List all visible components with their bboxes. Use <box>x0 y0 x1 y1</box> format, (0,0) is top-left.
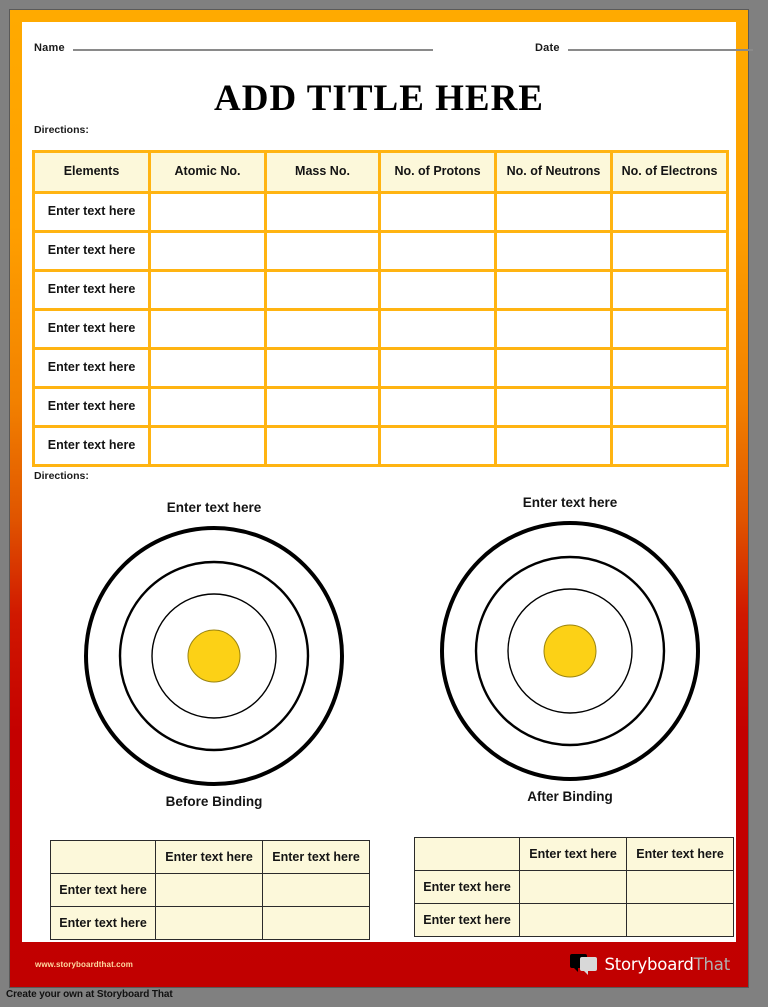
cell-atomic-no[interactable] <box>150 232 266 271</box>
column-header-mass-no[interactable]: Mass No. <box>266 152 380 193</box>
cell-body[interactable] <box>627 871 734 904</box>
directions-label-top[interactable]: Directions: <box>34 124 89 136</box>
atom-after-rings <box>420 517 720 785</box>
table-row <box>415 871 734 904</box>
cell-mass-no[interactable] <box>266 310 380 349</box>
cell-mass-no[interactable] <box>266 427 380 466</box>
summary-table-before <box>50 840 370 940</box>
table-row <box>34 388 728 427</box>
name-label: Name <box>34 42 65 54</box>
cell-body[interactable] <box>156 907 263 940</box>
column-header-no-of-neutrons[interactable]: No. of Neutrons <box>496 152 612 193</box>
table-row <box>415 838 734 871</box>
table-row <box>51 907 370 940</box>
cell-element[interactable]: Enter text here <box>34 271 150 310</box>
cell-body[interactable] <box>263 907 370 940</box>
worksheet-sheet <box>22 22 736 942</box>
cell-neutrons[interactable] <box>496 232 612 271</box>
cell-electrons[interactable] <box>612 271 728 310</box>
cell-electrons[interactable] <box>612 193 728 232</box>
cell-row-header-1[interactable]: Enter text here <box>415 871 520 904</box>
cell-body[interactable] <box>520 904 627 937</box>
cell-atomic-no[interactable] <box>150 349 266 388</box>
cell-atomic-no[interactable] <box>150 427 266 466</box>
cell-protons[interactable] <box>380 232 496 271</box>
cell-corner[interactable] <box>51 841 156 874</box>
date-input-rule[interactable] <box>568 49 753 51</box>
worksheet-page-frame <box>10 10 748 987</box>
table-row <box>51 874 370 907</box>
cell-protons[interactable] <box>380 427 496 466</box>
brand-name-that: That <box>693 954 730 974</box>
atom-before-top-label[interactable]: Enter text here <box>166 500 262 515</box>
table-row <box>34 310 728 349</box>
cell-neutrons[interactable] <box>496 310 612 349</box>
name-date-row <box>22 42 736 64</box>
atom-before-caption[interactable]: Before Binding <box>165 794 263 809</box>
cell-corner[interactable] <box>415 838 520 871</box>
cell-body[interactable] <box>263 874 370 907</box>
cell-col-header-2[interactable]: Enter text here <box>627 838 734 871</box>
cell-protons[interactable] <box>380 271 496 310</box>
page-title[interactable]: ADD TITLE HERE <box>214 78 544 119</box>
create-your-own-caption[interactable]: Create your own at Storyboard That <box>6 989 173 1000</box>
atom-after-top-label[interactable]: Enter text here <box>522 495 618 510</box>
cell-mass-no[interactable] <box>266 271 380 310</box>
cell-protons[interactable] <box>380 349 496 388</box>
table-row <box>34 349 728 388</box>
cell-element[interactable]: Enter text here <box>34 427 150 466</box>
cell-electrons[interactable] <box>612 349 728 388</box>
element-properties-table <box>32 150 729 467</box>
table-row <box>51 841 370 874</box>
cell-element[interactable]: Enter text here <box>34 193 150 232</box>
cell-protons[interactable] <box>380 193 496 232</box>
cell-row-header-2[interactable]: Enter text here <box>51 907 156 940</box>
cell-body[interactable] <box>156 874 263 907</box>
table-row <box>34 271 728 310</box>
cell-electrons[interactable] <box>612 310 728 349</box>
name-input-rule[interactable] <box>73 49 433 51</box>
cell-col-header-1[interactable]: Enter text here <box>520 838 627 871</box>
cell-neutrons[interactable] <box>496 271 612 310</box>
cell-atomic-no[interactable] <box>150 193 266 232</box>
cell-mass-no[interactable] <box>266 349 380 388</box>
cell-element[interactable]: Enter text here <box>34 349 150 388</box>
footer-website-url[interactable]: www.storyboardthat.com <box>35 960 133 969</box>
cell-body[interactable] <box>627 904 734 937</box>
cell-row-header-2[interactable]: Enter text here <box>415 904 520 937</box>
table-header-row <box>34 152 728 193</box>
storyboardthat-logo[interactable] <box>570 952 730 976</box>
table-row <box>34 193 728 232</box>
atom-before-rings <box>64 522 364 790</box>
column-header-no-of-electrons[interactable]: No. of Electrons <box>612 152 728 193</box>
name-field-group[interactable] <box>34 42 433 54</box>
cell-protons[interactable] <box>380 310 496 349</box>
date-label: Date <box>535 42 560 54</box>
cell-atomic-no[interactable] <box>150 388 266 427</box>
cell-mass-no[interactable] <box>266 388 380 427</box>
directions-label-bottom[interactable]: Directions: <box>34 470 89 482</box>
cell-electrons[interactable] <box>612 427 728 466</box>
cell-neutrons[interactable] <box>496 193 612 232</box>
cell-protons[interactable] <box>380 388 496 427</box>
summary-table-after <box>414 837 734 937</box>
cell-col-header-1[interactable]: Enter text here <box>156 841 263 874</box>
footer-brand-strip <box>10 942 748 987</box>
column-header-elements[interactable]: Elements <box>34 152 150 193</box>
table-row <box>415 904 734 937</box>
date-field-group[interactable] <box>535 42 753 54</box>
cell-mass-no[interactable] <box>266 193 380 232</box>
atom-diagram-after <box>420 495 720 804</box>
cell-neutrons[interactable] <box>496 349 612 388</box>
brand-name-storyboard: Storyboard <box>604 954 694 974</box>
column-header-atomic-no[interactable]: Atomic No. <box>150 152 266 193</box>
atom-diagram-before <box>64 500 364 809</box>
cell-element[interactable]: Enter text here <box>34 310 150 349</box>
table-row <box>34 232 728 271</box>
cell-body[interactable] <box>520 871 627 904</box>
cell-col-header-2[interactable]: Enter text here <box>263 841 370 874</box>
atom-after-caption[interactable]: After Binding <box>527 789 613 804</box>
cell-neutrons[interactable] <box>496 388 612 427</box>
cell-electrons[interactable] <box>612 232 728 271</box>
cell-atomic-no[interactable] <box>150 271 266 310</box>
cell-mass-no[interactable] <box>266 232 380 271</box>
cell-electrons[interactable] <box>612 388 728 427</box>
column-header-no-of-protons[interactable]: No. of Protons <box>380 152 496 193</box>
cell-atomic-no[interactable] <box>150 310 266 349</box>
cell-element[interactable]: Enter text here <box>34 388 150 427</box>
cell-element[interactable]: Enter text here <box>34 232 150 271</box>
cell-neutrons[interactable] <box>496 427 612 466</box>
speech-bubble-icon <box>570 954 599 975</box>
cell-row-header-1[interactable]: Enter text here <box>51 874 156 907</box>
table-row <box>34 427 728 466</box>
atom-diagrams-area <box>22 495 736 845</box>
